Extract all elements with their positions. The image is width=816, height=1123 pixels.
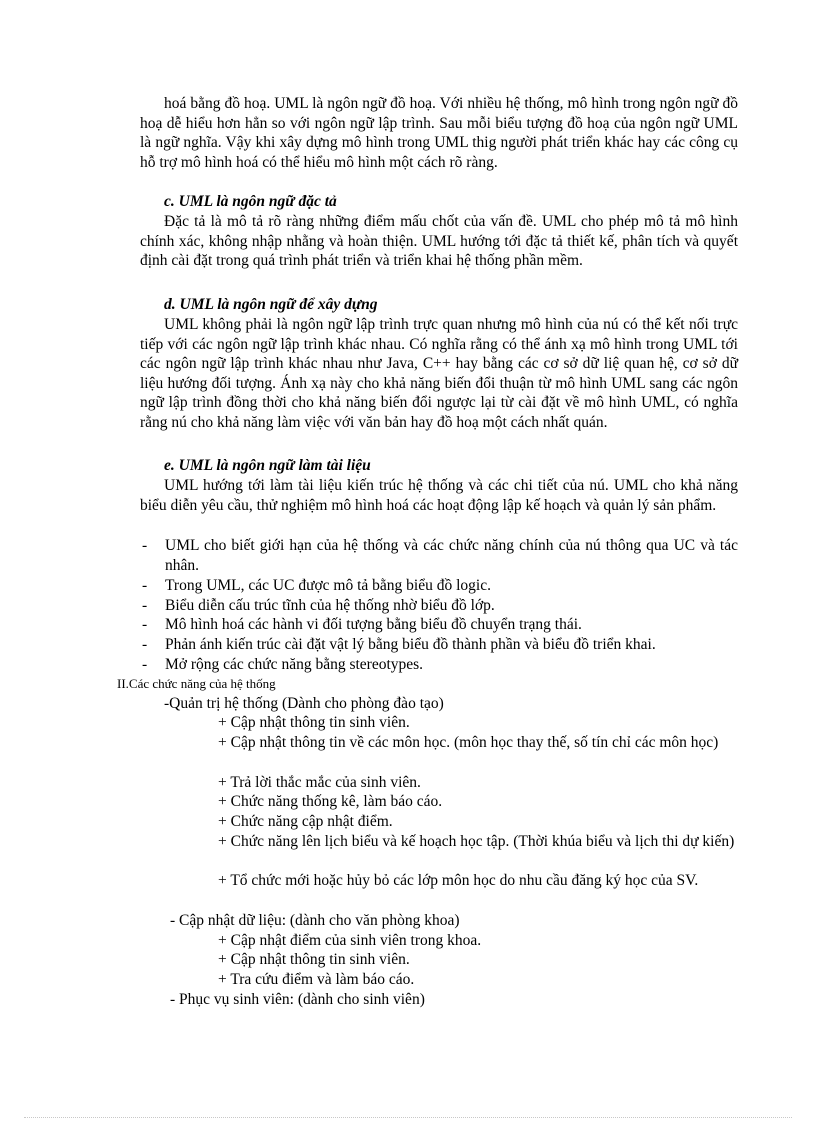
paragraph-documentation: UML hướng tới làm tài liệu kiến trúc hệ thống và các chi tiết của nú. UML cho khả năng biểu diễn yêu cầu, thử nghiệm mô hình hoá các hoạt động lập kế hoạch và quản lý sản phẩm. [140,477,738,514]
bullet-text: Biểu diễn cấu trúc tĩnh của hệ thống nhờ biểu đồ lớp. [165,597,495,614]
bullet-dash: - [142,537,148,554]
bullet-item [140,536,738,575]
function-group-admin: -Quản trị hệ thống (Dành cho phòng đào tạo) [164,695,444,712]
function-group-data-update: - Cập nhật dữ liệu: (dành cho văn phòng khoa) [170,912,460,929]
function-item: + Cập nhật thông tin về các môn học. (môn học thay thế, số tín chỉ các môn học) [218,734,719,751]
page-bottom-divider [24,1117,792,1118]
bullet-item [140,615,738,635]
function-item: + Cập nhật thông tin sinh viên. [218,714,410,731]
bullet-text: Trong UML, các UC được mô tả bằng biểu đồ logic. [165,577,491,594]
bullet-text: Mở rộng các chức năng bằng stereotypes. [165,656,424,673]
function-item: + Tra cứu điểm và làm báo cáo. [218,971,415,988]
section-heading: II.Các chức năng của hệ thống [117,676,276,691]
heading-documentation-language: e. UML là ngôn ngữ làm tài liệu [164,457,371,474]
heading-construction-language: d. UML là ngôn ngữ để xây dựng [164,296,378,313]
paragraph-construction: UML không phải là ngôn ngữ lập trình trực quan nhưng mô hình của nú có thể kết nối trực tiếp với các ngôn ngữ lập trình khác nhau. Có nghĩa rằng có thể ánh xạ mô hình trong UML tới các ngôn ngữ lập trình khác nhau như Java, C++ hay bằng các cơ sở dữ liệ quan hệ, cơ sở dữ liệu hướng đối tượng. Ánh xạ này cho khả năng biến đổi thuận từ mô hình UML sang các ngôn ngữ lập trình đồng thời cho khả năng biến đổi ngược lại từ cài đặt về mô hình UML, có nghĩa rằng nú cho khả năng làm việc với văn bản hay đồ hoạ một cách nhất quán. [140,316,738,431]
bullet-item [140,635,738,655]
bullet-dash: - [142,577,148,594]
bullet-dash: - [142,597,148,614]
bullet-dash: - [142,636,148,653]
bullet-item [140,655,738,675]
function-item: + Cập nhật thông tin sinh viên. [218,951,410,968]
function-item: + Trả lời thắc mắc của sinh viên. [218,774,421,791]
function-item: + Cập nhật điểm của sinh viên trong khoa. [218,932,482,949]
function-item: + Chức năng lên lịch biểu và kế hoạch học tập. (Thời khúa biểu và lịch thi dự kiến) [218,833,735,850]
paragraph-graphics: hoá bằng đồ hoạ. UML là ngôn ngữ đồ hoạ. Với nhiều hệ thống, mô hình trong ngôn ngữ đồ hoạ dễ hiểu hơn hẳn so với ngôn ngữ lập trình. Sau mỗi biểu tượng đồ hoạ của ngôn ngữ UML là ngữ nghĩa. Vậy khi xây dựng mô hình trong UML thig người phát triển khác hay các công cụ hỗ trợ mô hình hoá có thể hiểu mô hình một cách rõ ràng. [140,95,738,171]
bullet-item [140,596,738,616]
function-item: + Chức năng cập nhật điểm. [218,813,393,830]
bullet-text: Phản ánh kiến trúc cài đặt vật lý bằng biểu đồ thành phần và biểu đồ triển khai. [165,636,656,653]
heading-specification-language: c. UML là ngôn ngữ đặc tả [164,193,337,210]
function-item: + Tổ chức mới hoặc hủy bỏ các lớp môn học do nhu cầu đăng ký học của SV. [218,872,699,889]
bullet-dash: - [142,656,148,673]
function-item: + Chức năng thống kê, làm báo cáo. [218,793,443,810]
function-group-student-service: - Phục vụ sinh viên: (dành cho sinh viên) [170,991,425,1008]
bullet-item [140,576,738,596]
bullet-dash: - [142,616,148,633]
bullet-text: Mô hình hoá các hành vi đối tượng bằng biểu đồ chuyển trạng thái. [165,616,582,633]
paragraph-specification: Đặc tả là mô tả rõ ràng những điểm mấu chốt của vấn đề. UML cho phép mô tả mô hình chính xác, không nhập nhằng và hoàn thiện. UML hướng tới đặc tả thiết kế, phân tích và quyết định cài đặt trong quá trình phát triển và triển khai hệ thống phần mềm. [140,213,738,270]
bullet-text: UML cho biết giới hạn của hệ thống và các chức năng chính của nú thông qua UC và tác nhân. [165,537,738,574]
